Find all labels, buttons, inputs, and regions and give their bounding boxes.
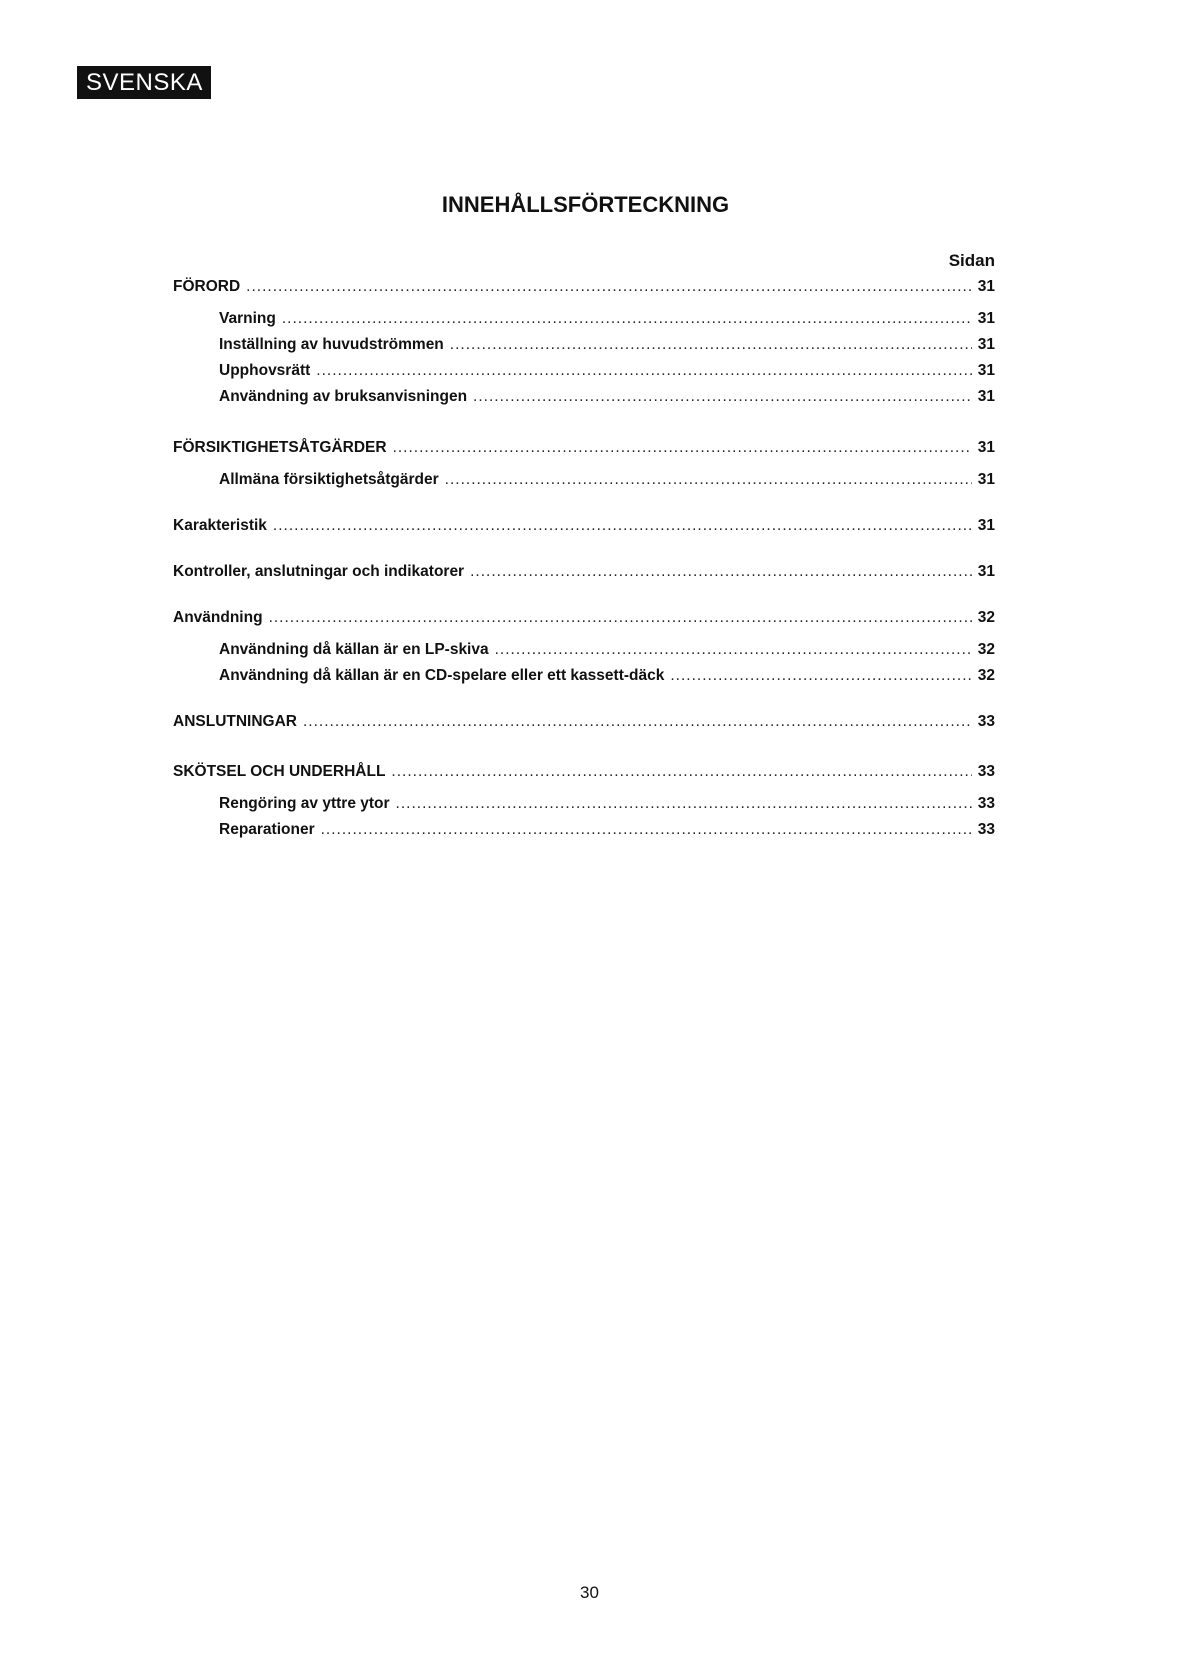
table-of-contents (173, 248, 995, 843)
toc-entry-page: 31 (977, 439, 995, 456)
dot-leader (670, 663, 971, 689)
toc-entry-label: Reparationer (219, 821, 315, 838)
dot-leader (269, 605, 972, 631)
dot-leader (445, 467, 972, 493)
dot-leader (246, 274, 972, 300)
dot-leader (393, 435, 972, 461)
toc-entry-page: 31 (977, 388, 995, 405)
toc-subentry (173, 817, 995, 843)
toc-entry (173, 274, 995, 300)
toc-entry-label: Allmäna försiktighetsåtgärder (219, 471, 439, 488)
toc-entry-label: Användning (173, 609, 263, 626)
toc-entry-page: 31 (977, 362, 995, 379)
toc-entry-page: 33 (977, 821, 995, 838)
toc-subentry (173, 358, 995, 384)
toc-entry-page: 31 (977, 517, 995, 534)
toc-subentry (173, 306, 995, 332)
toc-subentry (173, 467, 995, 493)
dot-leader (473, 384, 972, 410)
toc-entry-label: Upphovsrätt (219, 362, 311, 379)
toc-entry-page: 31 (977, 310, 995, 327)
toc-entry-label: Användning då källan är en LP-skiva (219, 641, 489, 658)
toc-entry-page: 33 (977, 795, 995, 812)
toc-entry-label: ANSLUTNINGAR (173, 713, 297, 730)
toc-entry-label: FÖRSIKTIGHETSÅTGÄRDER (173, 439, 387, 456)
toc-entry-page: 31 (977, 563, 995, 580)
page-column-header: Sidan (948, 251, 995, 270)
toc-entry-label: Användning av bruksanvisningen (219, 388, 468, 405)
toc-list (173, 274, 995, 843)
dot-leader (282, 306, 972, 332)
toc-entry (173, 559, 995, 585)
toc-entry (173, 513, 995, 539)
toc-entry-page: 32 (977, 609, 995, 626)
dot-leader (391, 759, 971, 785)
dot-leader (470, 559, 972, 585)
dot-leader (450, 332, 972, 358)
toc-entry-page: 33 (977, 763, 995, 780)
toc-entry (173, 759, 995, 785)
toc-entry-page: 31 (977, 278, 995, 295)
dot-leader (495, 637, 972, 663)
toc-entry-page: 33 (977, 713, 995, 730)
toc-entry-label: Rengöring av yttre ytor (219, 795, 390, 812)
toc-entry-label: FÖRORD (173, 278, 241, 295)
toc-entry-page: 31 (977, 471, 995, 488)
toc-entry-label: Användning då källan är en CD-spelare eller ett kassett-däck (219, 667, 665, 684)
toc-entry-label: Kontroller, anslutningar och indikatorer (173, 563, 465, 580)
toc-entry-label: Inställning av huvudströmmen (219, 336, 444, 353)
page-number: 30 (580, 1583, 599, 1602)
toc-subentry (173, 663, 995, 689)
toc-entry (173, 435, 995, 461)
dot-leader (303, 709, 972, 735)
document-title: INNEHÅLLSFÖRTECKNING (441, 192, 730, 217)
toc-subentry (173, 791, 995, 817)
toc-entry-page: 32 (977, 641, 995, 658)
toc-entry-page: 32 (977, 667, 995, 684)
toc-entry (173, 605, 995, 631)
dot-leader (321, 817, 972, 843)
toc-entry-page: 31 (977, 336, 995, 353)
toc-entry (173, 709, 995, 735)
toc-subentry (173, 637, 995, 663)
dot-leader (316, 358, 971, 384)
toc-subentry (173, 332, 995, 358)
toc-subentry (173, 384, 995, 410)
dot-leader (273, 513, 972, 539)
toc-entry-label: Varning (219, 310, 276, 327)
language-badge: SVENSKA (77, 66, 211, 99)
toc-entry-label: SKÖTSEL OCH UNDERHÅLL (173, 763, 386, 780)
dot-leader (396, 791, 972, 817)
toc-entry-label: Karakteristik (173, 517, 267, 534)
